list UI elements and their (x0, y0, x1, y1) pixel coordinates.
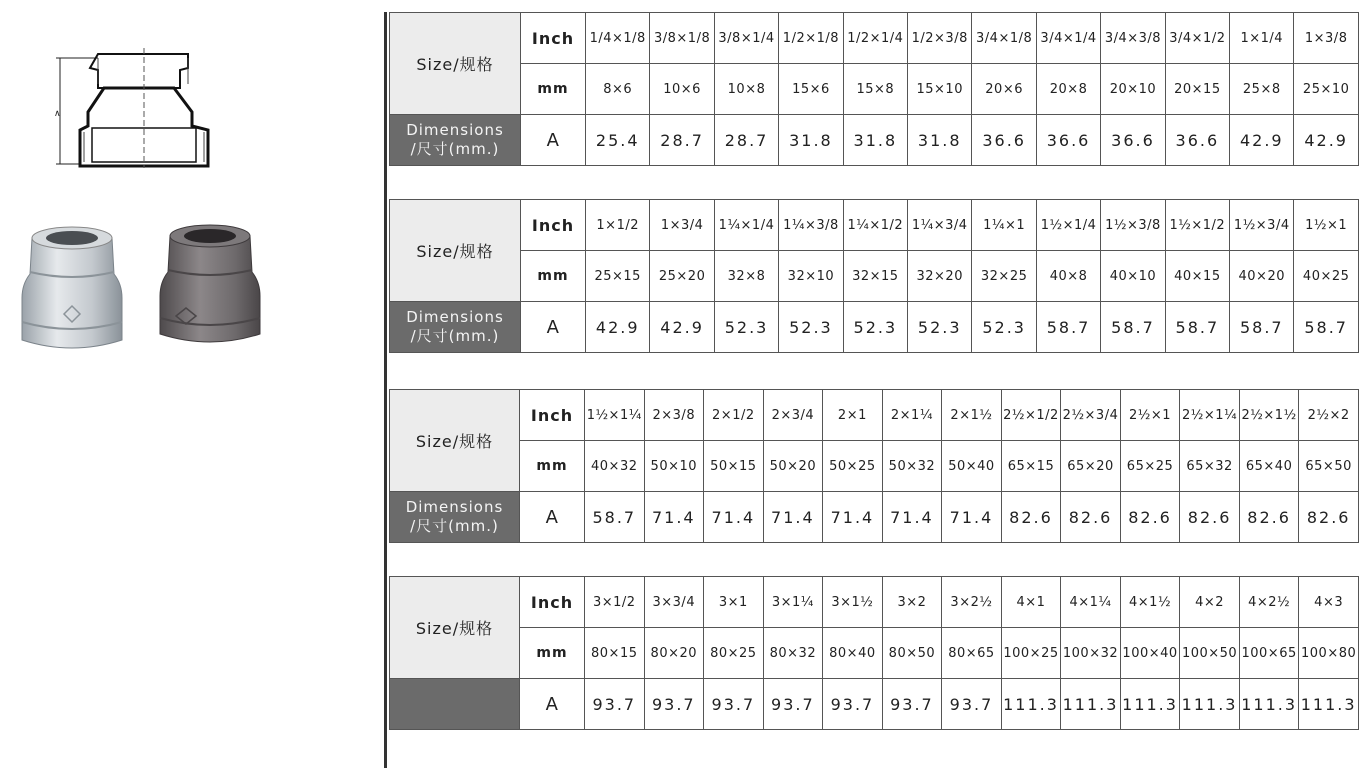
a-cell: 111.3 (1239, 679, 1299, 730)
dimensions-label (390, 115, 521, 166)
mm-cell: 100×65 (1239, 628, 1299, 679)
mm-cell: 65×20 (1061, 441, 1121, 492)
size-label: Size/规格 (390, 13, 521, 115)
inch-cell: 2½×1/2 (1001, 390, 1061, 441)
spec-table (389, 199, 1359, 353)
inch-cell: 1¼×3/8 (779, 200, 843, 251)
a-cell: 28.7 (650, 115, 714, 166)
inch-cell: 3/4×1/2 (1165, 13, 1229, 64)
spec-table (389, 389, 1359, 543)
a-cell: 58.7 (1165, 302, 1229, 353)
inch-cell: 3/4×3/8 (1101, 13, 1165, 64)
mm-cell: 20×15 (1165, 64, 1229, 115)
a-cell: 111.3 (1180, 679, 1240, 730)
mm-cell: 100×50 (1180, 628, 1240, 679)
inch-cell: 3×2½ (942, 577, 1002, 628)
inch-cell: 3/4×1/8 (972, 13, 1036, 64)
mm-cell: 80×32 (763, 628, 823, 679)
mm-cell: 100×80 (1299, 628, 1359, 679)
mm-cell: 50×20 (763, 441, 823, 492)
inch-cell: 1×1/4 (1230, 13, 1294, 64)
table-row (390, 13, 1359, 64)
inch-cell: 2½×1½ (1239, 390, 1299, 441)
a-cell: 36.6 (1101, 115, 1165, 166)
a-cell: 58.7 (1101, 302, 1165, 353)
size-label: Size/规格 (390, 200, 521, 302)
dimensions-label-blank (390, 679, 520, 730)
mm-cell: 32×15 (843, 251, 907, 302)
inch-cell: 1¼×1 (972, 200, 1036, 251)
inch-cell: 1/2×3/8 (908, 13, 972, 64)
inch-cell: 2×3/8 (644, 390, 704, 441)
mm-cell: 25×15 (586, 251, 650, 302)
mm-row-label: mm (521, 251, 586, 302)
mm-cell: 50×10 (644, 441, 704, 492)
a-cell: 93.7 (942, 679, 1002, 730)
inch-cell: 3×1/2 (585, 577, 645, 628)
inch-cell: 1×3/4 (650, 200, 714, 251)
mm-cell: 50×25 (823, 441, 883, 492)
inch-cell: 1½×1/2 (1165, 200, 1229, 251)
mm-cell: 32×25 (972, 251, 1036, 302)
a-cell: 28.7 (714, 115, 778, 166)
mm-cell: 40×20 (1230, 251, 1294, 302)
a-cell: 71.4 (942, 492, 1002, 543)
table-row (390, 628, 1359, 679)
inch-cell: 3/4×1/4 (1036, 13, 1100, 64)
mm-cell: 15×10 (908, 64, 972, 115)
table-row (390, 441, 1359, 492)
a-cell: 93.7 (585, 679, 645, 730)
inch-cell: 1×3/8 (1294, 13, 1358, 64)
a-cell: 82.6 (1120, 492, 1180, 543)
spec-table (389, 12, 1359, 166)
mm-row-label: mm (520, 628, 585, 679)
dimensions-label-line1: Dimensions (406, 121, 504, 139)
mm-cell: 10×6 (650, 64, 714, 115)
mm-cell: 40×32 (585, 441, 645, 492)
mm-cell: 40×25 (1294, 251, 1358, 302)
inch-cell: 1×1/2 (586, 200, 650, 251)
a-cell: 71.4 (763, 492, 823, 543)
inch-cell: 1¼×3/4 (908, 200, 972, 251)
mm-cell: 15×6 (779, 64, 843, 115)
inch-cell: 1/4×1/8 (586, 13, 650, 64)
inch-row-label: Inch (520, 577, 585, 628)
product-illustrations (0, 0, 384, 768)
a-cell: 36.6 (972, 115, 1036, 166)
mm-cell: 65×40 (1239, 441, 1299, 492)
inch-cell: 4×1½ (1120, 577, 1180, 628)
black-iron-reducing-coupling-photo-icon (154, 220, 266, 352)
reducing-coupling-diagram-icon (40, 40, 220, 170)
dimensions-label-line1: Dimensions (405, 498, 504, 516)
a-cell: 52.3 (843, 302, 907, 353)
inch-cell: 1¼×1/4 (714, 200, 778, 251)
a-cell: 42.9 (1230, 115, 1294, 166)
dimensions-label (390, 492, 520, 543)
a-cell: 71.4 (644, 492, 704, 543)
inch-cell: 1½×1/4 (1036, 200, 1100, 251)
mm-cell: 8×6 (586, 64, 650, 115)
a-cell: 42.9 (586, 302, 650, 353)
inch-row-label: Inch (521, 13, 586, 64)
inch-cell: 1½×3/8 (1101, 200, 1165, 251)
mm-cell: 15×8 (843, 64, 907, 115)
inch-cell: 2×1 (823, 390, 883, 441)
a-cell: 111.3 (1061, 679, 1121, 730)
inch-cell: 1½×3/4 (1230, 200, 1294, 251)
mm-cell: 80×15 (585, 628, 645, 679)
inch-cell: 4×1¼ (1061, 577, 1121, 628)
a-cell: 36.6 (1165, 115, 1229, 166)
a-cell: 111.3 (1120, 679, 1180, 730)
inch-row-label: Inch (521, 200, 586, 251)
mm-row-label: mm (520, 441, 585, 492)
mm-cell: 80×65 (942, 628, 1002, 679)
inch-cell: 1¼×1/2 (843, 200, 907, 251)
mm-row-label: mm (521, 64, 586, 115)
a-cell: 52.3 (972, 302, 1036, 353)
a-cell: 42.9 (1294, 115, 1358, 166)
mm-cell: 100×40 (1120, 628, 1180, 679)
a-cell: 58.7 (1230, 302, 1294, 353)
a-cell: 31.8 (908, 115, 972, 166)
a-cell: 58.7 (585, 492, 645, 543)
inch-row-label: Inch (520, 390, 585, 441)
inch-cell: 1½×1¼ (585, 390, 645, 441)
table-row (390, 390, 1359, 441)
a-row-label: A (520, 492, 585, 543)
inch-cell: 4×2½ (1239, 577, 1299, 628)
a-cell: 31.8 (843, 115, 907, 166)
mm-cell: 40×15 (1165, 251, 1229, 302)
a-cell: 52.3 (908, 302, 972, 353)
mm-cell: 80×25 (704, 628, 764, 679)
a-cell: 82.6 (1180, 492, 1240, 543)
inch-cell: 1½×1 (1294, 200, 1358, 251)
a-cell: 71.4 (704, 492, 764, 543)
mm-cell: 50×32 (882, 441, 942, 492)
inch-cell: 3×2 (882, 577, 942, 628)
galvanized-reducing-coupling-photo-icon (14, 222, 130, 358)
a-cell: 36.6 (1036, 115, 1100, 166)
mm-cell: 25×8 (1230, 64, 1294, 115)
a-cell: 58.7 (1036, 302, 1100, 353)
dimensions-label-line2: /尺寸(mm.) (410, 517, 499, 535)
mm-cell: 80×50 (882, 628, 942, 679)
mm-cell: 40×8 (1036, 251, 1100, 302)
a-row-label: A (521, 302, 586, 353)
inch-cell: 2½×1¼ (1180, 390, 1240, 441)
inch-cell: 3/8×1/8 (650, 13, 714, 64)
inch-cell: 2×1½ (942, 390, 1002, 441)
a-cell: 71.4 (882, 492, 942, 543)
dimensions-label (390, 302, 521, 353)
a-cell: 93.7 (704, 679, 764, 730)
inch-cell: 4×3 (1299, 577, 1359, 628)
inch-cell: 3×1 (704, 577, 764, 628)
inch-cell: 4×2 (1180, 577, 1240, 628)
a-cell: 52.3 (779, 302, 843, 353)
a-cell: 93.7 (823, 679, 883, 730)
inch-cell: 3×1½ (823, 577, 883, 628)
a-cell: 58.7 (1294, 302, 1358, 353)
inch-cell: 2½×2 (1299, 390, 1359, 441)
mm-cell: 80×40 (823, 628, 883, 679)
a-cell: 82.6 (1001, 492, 1061, 543)
table-row (390, 200, 1359, 251)
a-cell: 42.9 (650, 302, 714, 353)
a-cell: 111.3 (1299, 679, 1359, 730)
mm-cell: 65×25 (1120, 441, 1180, 492)
a-cell: 31.8 (779, 115, 843, 166)
a-cell: 52.3 (714, 302, 778, 353)
mm-cell: 65×32 (1180, 441, 1240, 492)
size-label: Size/规格 (390, 390, 520, 492)
table-row (390, 679, 1359, 730)
svg-text:∧: ∧ (54, 108, 61, 118)
mm-cell: 40×10 (1101, 251, 1165, 302)
a-row-label: A (520, 679, 585, 730)
dimensions-label-line2: /尺寸(mm.) (410, 140, 500, 158)
a-cell: 93.7 (644, 679, 704, 730)
vertical-divider (384, 12, 387, 768)
table-row (390, 115, 1359, 166)
inch-cell: 1/2×1/4 (843, 13, 907, 64)
inch-cell: 2×3/4 (763, 390, 823, 441)
a-cell: 71.4 (823, 492, 883, 543)
mm-cell: 80×20 (644, 628, 704, 679)
mm-cell: 20×6 (972, 64, 1036, 115)
a-cell: 25.4 (586, 115, 650, 166)
inch-cell: 2×1¼ (882, 390, 942, 441)
mm-cell: 100×25 (1001, 628, 1061, 679)
dimensions-label-line1: Dimensions (406, 308, 504, 326)
mm-cell: 20×8 (1036, 64, 1100, 115)
a-cell: 82.6 (1239, 492, 1299, 543)
inch-cell: 3×3/4 (644, 577, 704, 628)
mm-cell: 65×50 (1299, 441, 1359, 492)
table-row (390, 492, 1359, 543)
spec-table (389, 576, 1359, 730)
inch-cell: 3×1¼ (763, 577, 823, 628)
mm-cell: 50×40 (942, 441, 1002, 492)
table-row (390, 577, 1359, 628)
table-row (390, 302, 1359, 353)
inch-cell: 3/8×1/4 (714, 13, 778, 64)
mm-cell: 32×20 (908, 251, 972, 302)
mm-cell: 10×8 (714, 64, 778, 115)
mm-cell: 25×20 (650, 251, 714, 302)
inch-cell: 1/2×1/8 (779, 13, 843, 64)
size-label: Size/规格 (390, 577, 520, 679)
inch-cell: 2½×1 (1120, 390, 1180, 441)
mm-cell: 100×32 (1061, 628, 1121, 679)
mm-cell: 65×15 (1001, 441, 1061, 492)
mm-cell: 50×15 (704, 441, 764, 492)
inch-cell: 4×1 (1001, 577, 1061, 628)
dimensions-label-line2: /尺寸(mm.) (410, 327, 500, 345)
table-row (390, 251, 1359, 302)
a-cell: 93.7 (882, 679, 942, 730)
a-cell: 82.6 (1299, 492, 1359, 543)
table-row (390, 64, 1359, 115)
a-row-label: A (521, 115, 586, 166)
a-cell: 93.7 (763, 679, 823, 730)
inch-cell: 2½×3/4 (1061, 390, 1121, 441)
mm-cell: 25×10 (1294, 64, 1358, 115)
a-cell: 82.6 (1061, 492, 1121, 543)
mm-cell: 32×10 (779, 251, 843, 302)
a-cell: 111.3 (1001, 679, 1061, 730)
mm-cell: 32×8 (714, 251, 778, 302)
inch-cell: 2×1/2 (704, 390, 764, 441)
mm-cell: 20×10 (1101, 64, 1165, 115)
